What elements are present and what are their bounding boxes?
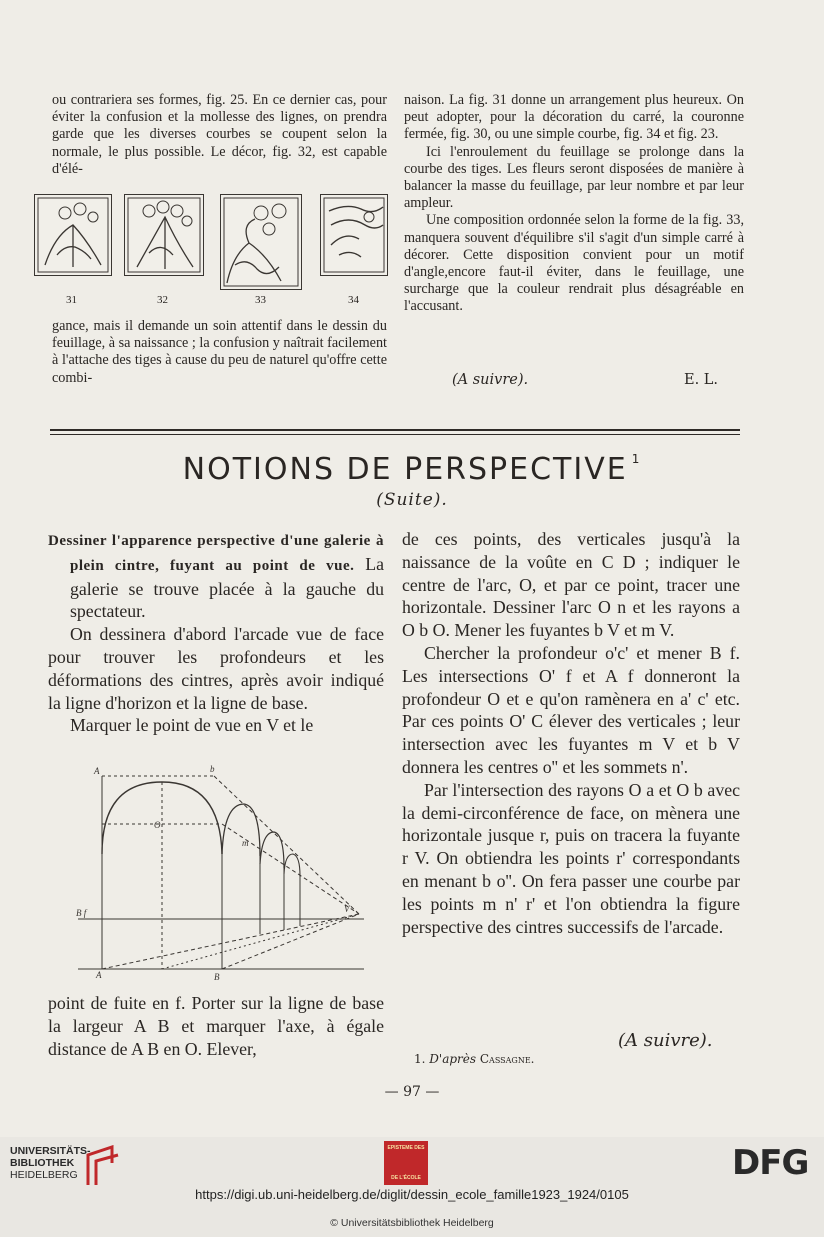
article-title-text: NOTIONS DE PERSPECTIVE	[182, 452, 628, 487]
ornament-figure-31	[34, 194, 112, 276]
article-suivre: (A suivre).	[618, 1030, 713, 1051]
footnote-name: Cassagne.	[479, 1052, 535, 1066]
article-lead-bold: Dessiner l'apparence perspective d'une galerie à plein cintre, fuyant au point de vue.	[48, 533, 384, 574]
svg-text:b: b	[210, 764, 215, 774]
page-number: — 97 —	[384, 1084, 440, 1100]
ornament-figure-32	[124, 194, 204, 276]
svg-text:O: O	[154, 820, 161, 830]
svg-text:A: A	[96, 970, 102, 980]
article-left-paragraph-4: point de fuite en f. Porter sur la ligne de base la largeur A B et marquer l'axe, à égale distance de A B en O. Elever,	[48, 993, 384, 1059]
svg-text:m: m	[242, 838, 249, 848]
perspective-diagram	[74, 764, 374, 986]
svg-text:B f: B f	[76, 908, 87, 918]
library-name-line3: HEIDELBERG	[10, 1169, 78, 1181]
article-lead-rest: La galerie se trouve placée à la gauche du spectateur.	[70, 553, 385, 622]
article-subtitle: (Suite).	[376, 490, 448, 510]
upper-right-paragraph-3: Une composition ordonnée selon la forme de la fig. 33, manquera souvent d'équilibre s'il s'agit d'un simple carré à décorer. Cette disposition convient pour un motif d'angle,encore faut-il éviter, dans le feuillage, une surcharge que la couleur rendrait plus désagréable en l'accusant.	[404, 212, 744, 315]
svg-text:A: A	[94, 766, 100, 776]
upper-left-text-top: ou contrariera ses formes, fig. 25. En ce dernier cas, pour éviter la confusion et la mollesse des lignes, on prendra garde que les diverses courbes se coupent selon la normale, le plus possible. Le décor, fig. 32, est capable d'élé-	[52, 92, 387, 177]
upper-right-paragraph-2: Ici l'enroulement du feuillage se prolonge dans la courbe des tiges. Les fleurs seront disposées de manière à balancer la masse du feuillage, par leur nombre et par leur ampleur.	[404, 143, 744, 212]
upper-left-text-bottom: gance, mais il demande un soin attentif dans le dessin du feuillage, à sa naissance ; la confusion y naîtrait facilement à l'attache des tiges à cause du peu de naturel qu'offre cette combi-	[52, 318, 387, 386]
article-lead-paragraph	[48, 528, 384, 623]
upper-suivre: (A suivre).	[452, 372, 529, 388]
upper-left-column-bottom	[52, 318, 387, 387]
footnote-number: 1.	[414, 1052, 426, 1066]
viewer-footer	[0, 1137, 824, 1237]
article-right-paragraph-1: de ces points, des verticales jusqu'à la naissance de la voûte en C D ; indiquer le centre de l'arc, O, et par ce point, tracer une horizontale. Dessiner l'arc O n et les rayons a O b O. Mener les fuyantes b V et m V.	[402, 529, 740, 641]
figure-label-33: 33	[255, 294, 266, 306]
upper-left-column	[52, 92, 387, 178]
article-right-paragraph-2: Chercher la profondeur o'c' et mener B f. Les intersections O' f et A f donneront la profondeur O et e qu'on ramènera en a' c' etc. Par ces points O' C élever des verticales ; leur intersection avec les fuyantes m V et b V donnera les centres o'' et les sommets n'.	[402, 642, 740, 777]
episteme-logo[interactable]	[384, 1141, 428, 1185]
library-logo[interactable]	[10, 1143, 120, 1193]
article-right-paragraph-3: Par l'intersection des rayons O a et O b avec la demi-circonférence de face, on mènera une horizontale jusque r, puis on tracera la fuyante r V. On obtiendra les points r' correspondants en menant b o''. On fera passer une courbe par les points m n' r' et l'on obtiendra la figure perspective des cintres successifs de l'arcade.	[402, 779, 740, 937]
upper-author: E. L.	[684, 372, 719, 388]
section-divider	[50, 429, 740, 431]
episteme-logo-line2: DE L'ÉCOLE	[391, 1175, 421, 1181]
article-left-paragraph-3: Marquer le point de vue en V et le	[70, 715, 314, 736]
copyright-notice: © Universitätsbibliothek Heidelberg	[330, 1217, 494, 1229]
upper-right-column	[404, 92, 744, 316]
episteme-logo-line1: EPISTEME DES	[387, 1145, 425, 1151]
figure-label-32: 32	[157, 294, 168, 306]
figure-label-34: 34	[348, 294, 359, 306]
article-left-column-bottom	[48, 992, 384, 1060]
library-emblem-icon	[82, 1145, 124, 1189]
svg-text:V: V	[344, 904, 350, 914]
svg-text:B: B	[214, 972, 220, 982]
footnote-text: D'après	[429, 1052, 477, 1066]
article-left-paragraph-2: On dessinera d'abord l'arcade vue de face pour trouver les profondeurs et les déformations des cintres, après avoir indiqué la ligne d'horizon et la ligne de base.	[48, 624, 384, 713]
dfg-logo[interactable]: DFG	[732, 1143, 809, 1183]
article-title	[0, 452, 824, 487]
article-title-note: 1	[631, 452, 642, 466]
permalink-url[interactable]: https://digi.ub.uni-heidelberg.de/diglit/dessin_ecole_famille1923_1924/0105	[195, 1187, 629, 1202]
library-name-line1: UNIVERSITÄTS-	[10, 1145, 91, 1157]
footnote	[414, 1052, 534, 1066]
ornament-figure-34	[320, 194, 388, 276]
article-left-column	[48, 528, 384, 737]
upper-right-paragraph-1: naison. La fig. 31 donne un arrangement plus heureux. On peut adopter, pour la décoration du carré, la couronne fermée, fig. 30, ou une simple courbe, fig. 34 et fig. 23.	[404, 92, 744, 143]
section-divider-thin	[50, 434, 740, 435]
ornament-figure-33	[220, 194, 302, 290]
library-name-line2: BIBLIOTHEK	[10, 1157, 75, 1169]
ornament-figure-row	[30, 194, 386, 304]
article-right-column	[402, 528, 740, 938]
figure-label-31: 31	[66, 294, 77, 306]
library-logo-text	[10, 1145, 91, 1181]
